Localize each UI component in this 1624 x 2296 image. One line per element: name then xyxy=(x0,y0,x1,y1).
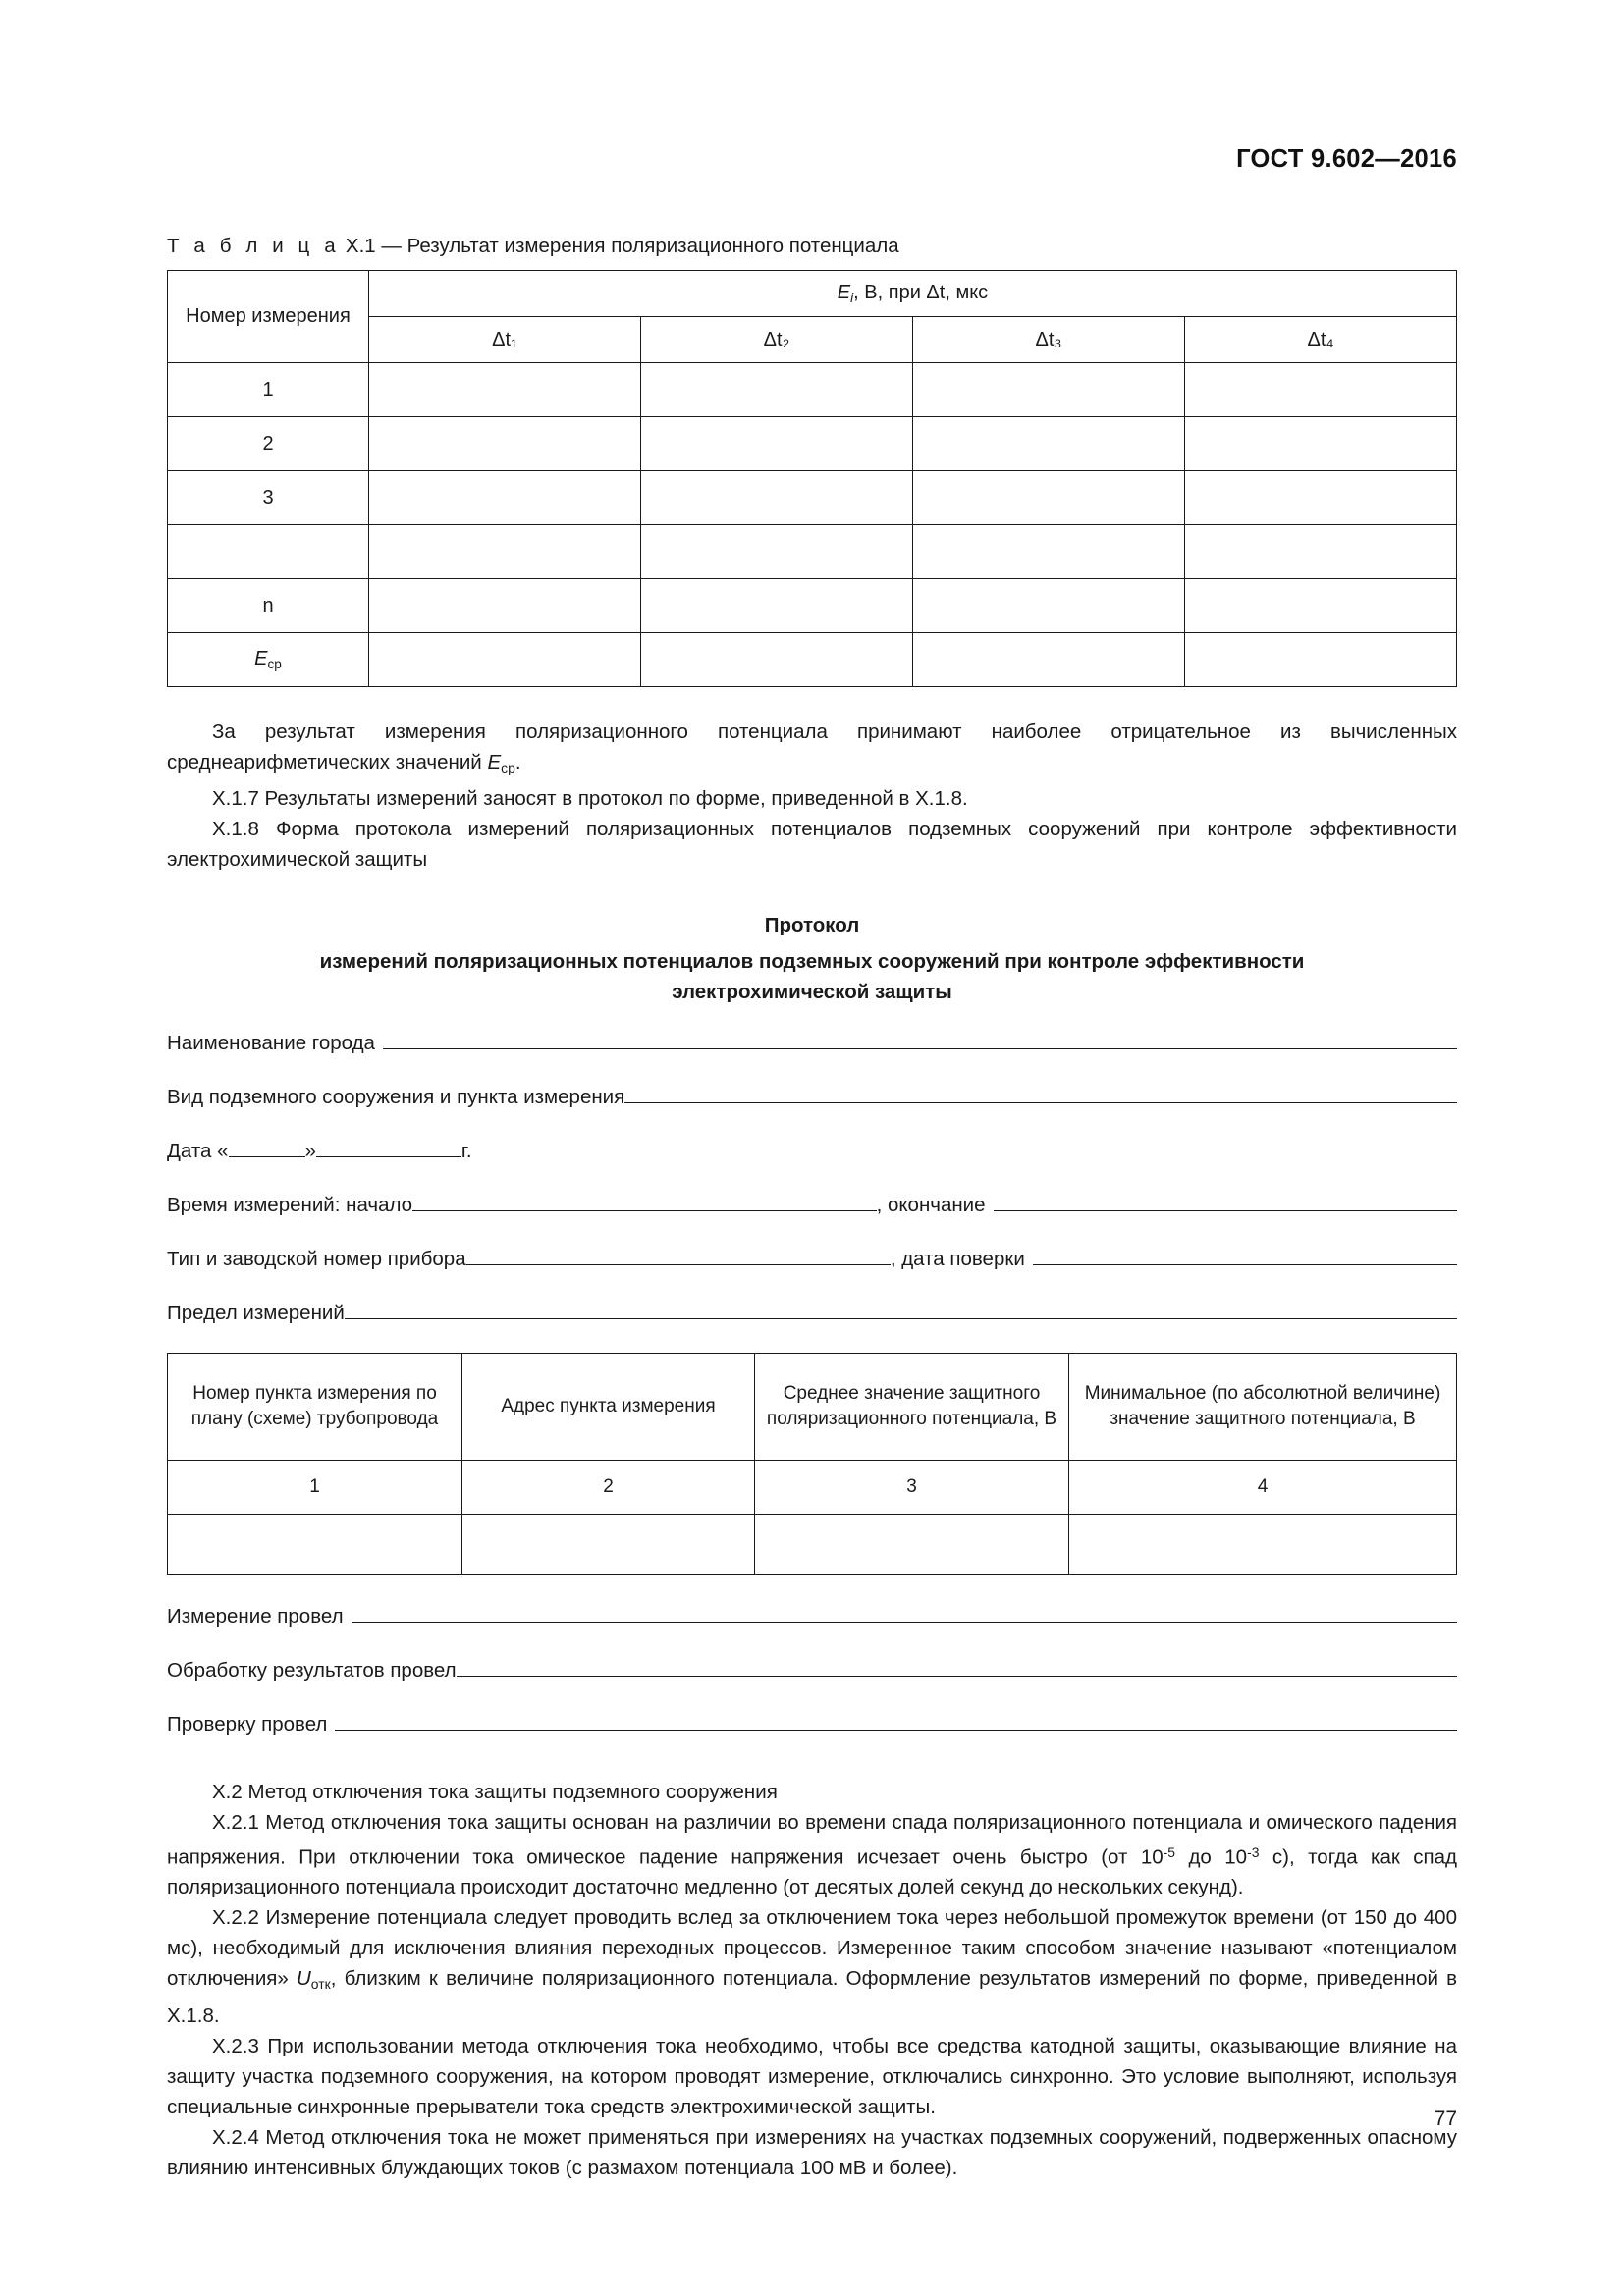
paragraph-x-2-2-part1: Х.2.2 Измерение потенциала следует проводить вслед за отключением тока через небольшой промежуток времени (от 150 до 400 мс), необходимый для исключения влияния переходных процессов. Измеренное таким способом значение называют «потенциалом отключения» xyxy=(167,1906,1457,1991)
table-x1-caption xyxy=(167,235,1457,258)
table-x1-cell[interactable] xyxy=(913,633,1185,687)
section-x2 xyxy=(167,1777,1457,2182)
date-month-input-rule[interactable] xyxy=(316,1140,461,1157)
table-row xyxy=(168,363,1457,417)
table-x1-cell[interactable] xyxy=(1185,579,1457,633)
processed-by-input-rule[interactable] xyxy=(457,1659,1457,1677)
table-x1-container xyxy=(167,270,1457,687)
table-x1-header-group xyxy=(369,271,1457,317)
table-caption-text: Х.1 — Результат измерения поляризационного потенциала xyxy=(345,235,899,257)
form-label-limit: Предел измерений xyxy=(167,1302,345,1325)
table-x1-header-group-units: , В, при Δt, мкс xyxy=(853,281,989,303)
table-row xyxy=(168,1515,1457,1575)
paragraph-period: . xyxy=(514,751,521,774)
form-row-measured-by xyxy=(167,1602,1457,1631)
table-protocol-cell[interactable] xyxy=(755,1515,1069,1575)
page-number: 77 xyxy=(1434,2108,1457,2130)
table-protocol-cell[interactable] xyxy=(168,1515,462,1575)
measured-by-input-rule[interactable] xyxy=(352,1605,1457,1623)
table-x1-row-label: 2 xyxy=(168,417,369,471)
paragraphs-after-table-x1 xyxy=(167,717,1457,875)
paragraph-x-2-1-part1: Х.2.1 Метод отключения тока защиты основан на различии во времени спада поляризационного потенциала и омического падения напряжения. При отключении тока омическое падение напряжения исчезает очень быстро (от 10 xyxy=(167,1811,1457,1869)
paragraph-x-2-1-exponent-2: -3 xyxy=(1247,1844,1260,1861)
form-label-date-suffix: г. xyxy=(460,1140,472,1163)
signature-fields xyxy=(167,1602,1457,1739)
table-protocol-column-number: 4 xyxy=(1069,1461,1457,1515)
verification-date-input-rule[interactable] xyxy=(1033,1248,1457,1265)
form-row-limit xyxy=(167,1299,1457,1328)
table-protocol-header-address: Адрес пункта измерения xyxy=(462,1354,755,1461)
table-protocol-header-point-number: Номер пункта измерения по плану (схеме) трубопровода xyxy=(168,1354,462,1461)
city-input-rule[interactable] xyxy=(383,1032,1457,1049)
table-x1-cell[interactable] xyxy=(913,579,1185,633)
object-input-rule[interactable] xyxy=(624,1086,1457,1103)
table-x1-cell[interactable] xyxy=(1185,633,1457,687)
paragraph-x-2-1-part2: до 10 xyxy=(1175,1845,1248,1869)
table-x1-header-group-symbol: E xyxy=(837,281,851,303)
table-protocol-column-number: 1 xyxy=(168,1461,462,1515)
time-end-input-rule[interactable] xyxy=(994,1194,1457,1211)
table-protocol-cell[interactable] xyxy=(1069,1515,1457,1575)
table-x1-row-label-average: $E_{ср}$ xyxy=(168,633,369,687)
section-x2-heading: Х.2 Метод отключения тока защиты подземного сооружения xyxy=(212,1781,778,1804)
form-row-date xyxy=(167,1137,1457,1166)
form-label-processed-by: Обработку результатов провел xyxy=(167,1659,457,1682)
table-x1-cell[interactable] xyxy=(1185,363,1457,417)
table-x1-cell[interactable] xyxy=(1185,417,1457,471)
table-row xyxy=(168,525,1457,579)
paragraph-result-rule xyxy=(167,717,1457,783)
form-row-device xyxy=(167,1245,1457,1274)
device-input-rule[interactable] xyxy=(466,1248,891,1265)
form-row-object xyxy=(167,1083,1457,1112)
table-x1-cell[interactable] xyxy=(369,363,641,417)
checked-by-input-rule[interactable] xyxy=(335,1713,1457,1731)
form-label-city: Наименование города xyxy=(167,1032,375,1055)
table-x1-cell[interactable] xyxy=(913,525,1185,579)
table-x1-cell[interactable] xyxy=(1185,471,1457,525)
time-start-input-rule[interactable] xyxy=(412,1194,876,1211)
table-row xyxy=(168,417,1457,471)
form-label-device: Тип и заводской номер прибора xyxy=(167,1248,466,1271)
table-protocol-cell[interactable] xyxy=(462,1515,755,1575)
form-label-verification-date: , дата поверки xyxy=(890,1248,1025,1271)
form-label-checked-by: Проверку провел xyxy=(167,1713,328,1736)
table-x1 xyxy=(167,270,1457,687)
table-x1-cell[interactable] xyxy=(641,525,913,579)
table-protocol-header-row xyxy=(168,1354,1457,1461)
form-row-city xyxy=(167,1029,1457,1058)
table-row xyxy=(168,471,1457,525)
paragraph-x-2-2-part2: , близким к величине поляризационного потенциала. Оформление результатов измерений по форме, приведенной в Х.1.8. xyxy=(167,1967,1457,2027)
form-label-time-start: Время измерений: начало xyxy=(167,1194,413,1217)
table-protocol-column-number: 2 xyxy=(462,1461,755,1515)
paragraph-symbol-U: U xyxy=(296,1967,311,1991)
form-label-date-mid: » xyxy=(304,1140,316,1163)
table-x1-header-dt4: Δt₄ xyxy=(1185,317,1457,363)
paragraph-x-2-2 xyxy=(167,1902,1457,2030)
table-protocol-column-number: 3 xyxy=(755,1461,1069,1515)
table-x1-cell[interactable] xyxy=(641,579,913,633)
table-x1-header-measurement-number: Номер измерения xyxy=(168,271,369,363)
form-row-processed-by xyxy=(167,1656,1457,1685)
protocol-title-line3: электрохимической защиты xyxy=(672,981,952,1004)
paragraph-x-1-7: Х.1.7 Результаты измерений заносят в протокол по форме, приведенной в Х.1.8. xyxy=(212,787,968,811)
paragraph-x-2-1-part3: с), тогда как спад поляризационного потенциала происходит достаточно медленно (от десятых долей секунд до нескольких секунд). xyxy=(167,1845,1457,1899)
table-protocol xyxy=(167,1353,1457,1575)
table-x1-cell[interactable] xyxy=(369,633,641,687)
form-label-object: Вид подземного сооружения и пункта измерения xyxy=(167,1086,625,1109)
paragraph-x-2-4: Х.2.4 Метод отключения тока не может применяться при измерениях на участках подземных сооружений, подверженных опасному влиянию интенсивных блуждающих токов (с размахом потенциала 100 мВ и более). xyxy=(167,2125,1457,2179)
protocol-title-line2: измерений поляризационных потенциалов подземных сооружений при контроле эффективности xyxy=(319,950,1305,974)
form-label-date-prefix: Дата « xyxy=(167,1140,229,1163)
paragraph-symbol-E-subscript: ср xyxy=(501,760,515,776)
paragraph-x-2-1 xyxy=(167,1807,1457,1902)
table-row xyxy=(168,579,1457,633)
table-protocol-container xyxy=(167,1353,1457,1575)
table-protocol-column-numbers-row xyxy=(168,1461,1457,1515)
form-label-measured-by: Измерение провел xyxy=(167,1605,344,1629)
paragraph-result-rule-text: За результат измерения поляризационного потенциала принимают наиболее отрицательное из вычисленных среднеарифметических значений xyxy=(167,721,1457,774)
table-x1-row-label: n xyxy=(168,579,369,633)
table-x1-row-label: 1 xyxy=(168,363,369,417)
table-x1-cell[interactable] xyxy=(369,579,641,633)
date-day-input-rule[interactable] xyxy=(229,1140,305,1157)
table-x1-header-group-subscript: i xyxy=(850,291,854,306)
table-x1-row-label xyxy=(168,525,369,579)
standard-number-header: ГОСТ 9.602—2016 xyxy=(1236,145,1457,173)
table-row xyxy=(168,633,1457,687)
table-caption-word: Т а б л и ц а xyxy=(167,235,341,257)
table-x1-cell[interactable] xyxy=(641,471,913,525)
table-x1-header-dt1: Δt₁ xyxy=(369,317,641,363)
form-row-checked-by xyxy=(167,1710,1457,1739)
table-x1-cell[interactable] xyxy=(369,471,641,525)
table-x1-cell[interactable] xyxy=(913,417,1185,471)
form-row-time xyxy=(167,1191,1457,1220)
table-x1-row-label: 3 xyxy=(168,471,369,525)
table-x1-cell[interactable] xyxy=(1185,525,1457,579)
paragraph-x-2-1-exponent-1: -5 xyxy=(1163,1844,1176,1861)
protocol-title-line1: Протокол xyxy=(764,914,860,937)
form-label-time-end: , окончание xyxy=(876,1194,986,1217)
protocol-title-block xyxy=(167,910,1457,1007)
table-x1-cell[interactable] xyxy=(369,525,641,579)
paragraph-symbol-E: E xyxy=(487,751,502,774)
table-protocol-header-average-potential: Среднее значение защитного поляризационного потенциала, В xyxy=(755,1354,1069,1461)
limit-input-rule[interactable] xyxy=(345,1302,1457,1319)
table-x1-cell[interactable] xyxy=(641,363,913,417)
protocol-form-fields xyxy=(167,1029,1457,1328)
table-x1-cell[interactable] xyxy=(641,633,913,687)
table-x1-cell[interactable] xyxy=(641,417,913,471)
paragraph-x-1-8: Х.1.8 Форма протокола измерений поляризационных потенциалов подземных сооружений при контроле эффективности электрохимической защиты xyxy=(167,818,1457,872)
table-x1-cell[interactable] xyxy=(913,471,1185,525)
paragraph-symbol-U-subscript: отк xyxy=(310,1976,331,1993)
table-protocol-header-minimum-potential: Минимальное (по абсолютной величине) значение защитного потенциала, В xyxy=(1069,1354,1457,1461)
paragraph-x-2-3: Х.2.3 При использовании метода отключения тока необходимо, чтобы все средства катодной защиты, оказывающие влияние на защиту участка подземного сооружения, на котором проводят измерение, отключались синхронно. Это условие выполняют, используя специальные синхронные прерыватели тока средств электрохимической защиты. xyxy=(167,2034,1457,2118)
table-x1-cell[interactable] xyxy=(913,363,1185,417)
table-x1-header-dt3: Δt₃ xyxy=(913,317,1185,363)
table-x1-header-dt2: Δt₂ xyxy=(641,317,913,363)
table-x1-cell[interactable] xyxy=(369,417,641,471)
